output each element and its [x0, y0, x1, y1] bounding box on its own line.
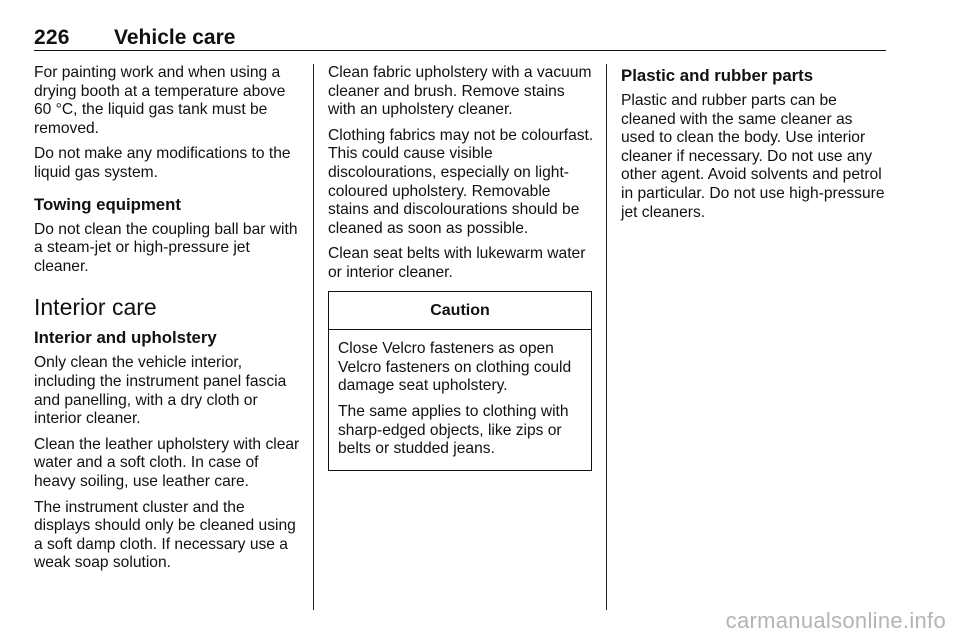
paragraph-fabric: Clean fabric upholstery with a vacuum cleaner and brush. Remove stains with an upholstery cleaner.: [328, 64, 592, 119]
paragraph-plastic-rubber: Plastic and rubber parts can be cleaned with the same cleaner as used to clean the body. Use interior cleaner if necessary. Do not use any other agent. Avoid solvents and petrol in particular. Do not use high-pressure jet cleaners.: [621, 92, 885, 221]
heading-plastic-rubber: Plastic and rubber parts: [621, 66, 814, 85]
caution-title: Caution: [329, 292, 591, 331]
heading-interior-care: Interior care: [34, 294, 157, 321]
watermark-text: carmanualsonline.info: [725, 608, 946, 633]
caution-body: [329, 330, 591, 470]
paragraph-interior-clean: Only clean the vehicle interior, including the instrument panel fascia and panelling, with a dry cloth or interior cleaner.: [34, 354, 287, 428]
paragraph-modifications: Do not make any modifications to the liquid gas system.: [34, 145, 291, 181]
paragraph-towing: Do not clean the coupling ball bar with a steam-jet or high-pressure jet cleaner.: [34, 220, 298, 275]
chapter-title: Vehicle care: [114, 26, 236, 49]
column-2: [328, 64, 594, 471]
caution-paragraph-sharp-edged: The same applies to clothing with sharp-edged objects, like zips or belts or studded jeans.: [338, 402, 569, 458]
paragraph-colourfast: Clothing fabrics may not be colourfast. This could cause visible discolourations, especially on light-coloured upholstery. Removable stains and discolourations should be cleaned as soon as possible.: [328, 126, 594, 237]
page-number: 226: [34, 26, 70, 49]
heading-towing-equipment: Towing equipment: [34, 194, 181, 214]
page-header: [34, 18, 886, 51]
heading-interior-upholstery: Interior and upholstery: [34, 328, 217, 348]
caution-paragraph-velcro: Close Velcro fasteners as open Velcro fasteners on clothing could damage seat upholstery.: [338, 340, 572, 395]
column-3: [621, 64, 887, 229]
column-divider-2: [606, 64, 607, 610]
paragraph-instrument-cluster: The instrument cluster and the displays should only be cleaned using a soft damp cloth. If necessary use a weak soap solution.: [34, 498, 296, 572]
paragraph-painting: For painting work and when using a drying booth at a temperature above 60 °C, the liquid gas tank must be removed.: [34, 64, 286, 137]
paragraph-leather: Clean the leather upholstery with clear water and a soft cloth. In case of heavy soiling, use leather care.: [34, 435, 300, 490]
caution-box: [328, 291, 592, 471]
column-1: [34, 64, 300, 580]
column-divider-1: [313, 64, 314, 610]
paragraph-seat-belts: Clean seat belts with lukewarm water or interior cleaner.: [328, 245, 586, 281]
